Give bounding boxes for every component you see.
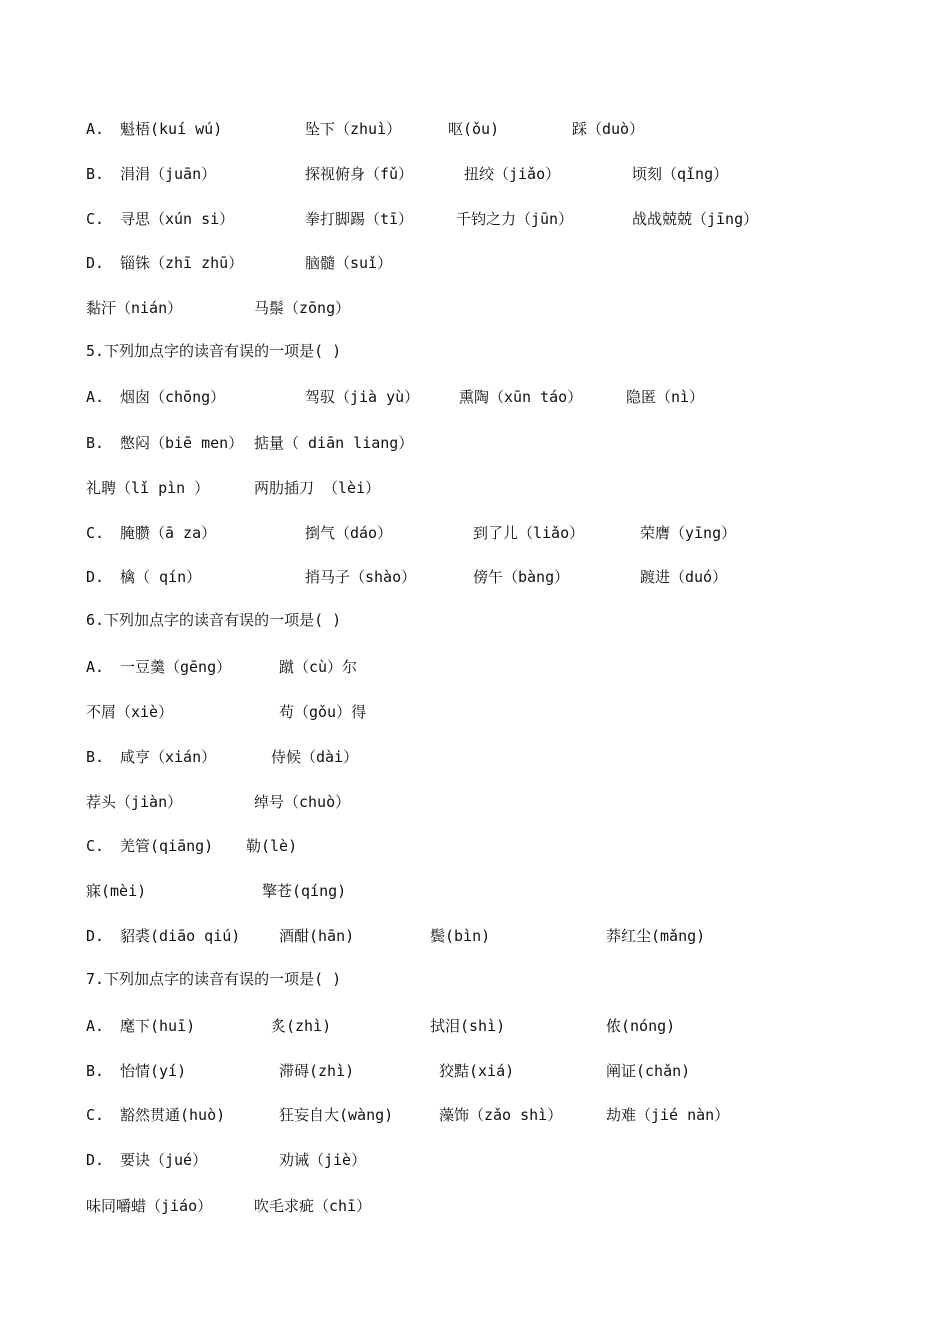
option-label: B. bbox=[86, 1062, 105, 1080]
option-label: C. bbox=[86, 837, 105, 855]
option-label: D. bbox=[86, 568, 105, 586]
option-item: 麾下(huī) bbox=[120, 1017, 196, 1035]
option-item: 捎马子（shào） bbox=[305, 568, 417, 586]
option-item: 咸亨（xián） bbox=[120, 748, 217, 766]
option-line bbox=[0, 1011, 950, 1041]
option-line bbox=[0, 1100, 950, 1130]
option-item: 涓涓（juān） bbox=[120, 165, 217, 183]
option-item: 狡黠(xiá) bbox=[439, 1062, 515, 1080]
option-item: 黏汗（nián） bbox=[86, 299, 183, 317]
option-item: 滞碍(zhì) bbox=[279, 1062, 355, 1080]
question-text: 5.下列加点字的读音有误的一项是( ) bbox=[86, 342, 342, 360]
option-line bbox=[0, 248, 950, 278]
question-6-title bbox=[0, 605, 950, 635]
option-item: 侍候（dài） bbox=[271, 748, 359, 766]
option-item: 寐(mèi) bbox=[86, 882, 147, 900]
option-item: 呕(ǒu) bbox=[448, 120, 500, 138]
option-item: 礼聘（lǐ pìn ） bbox=[86, 479, 210, 497]
option-item: 劫难（jié nàn） bbox=[606, 1106, 730, 1124]
option-item: 檎（ qín） bbox=[120, 568, 202, 586]
option-item: 鬓(bìn) bbox=[430, 927, 491, 945]
option-label: B. bbox=[86, 748, 105, 766]
option-label: D. bbox=[86, 927, 105, 945]
option-line bbox=[0, 562, 950, 592]
option-label: D. bbox=[86, 254, 105, 272]
option-item: 拳打脚踢（tī） bbox=[305, 210, 414, 228]
option-label: A. bbox=[86, 658, 105, 676]
option-label: B. bbox=[86, 434, 105, 452]
option-item: 到了儿（liǎo） bbox=[473, 524, 585, 542]
option-item: 羌管(qiāng) bbox=[120, 837, 214, 855]
option-line bbox=[0, 1056, 950, 1086]
option-item: 驾驭（jià yù） bbox=[305, 388, 420, 406]
option-item: 千钧之力（jūn） bbox=[456, 210, 574, 228]
question-text: 6.下列加点字的读音有误的一项是( ) bbox=[86, 611, 342, 629]
option-item: 憋闷（biē men） bbox=[120, 434, 244, 452]
option-label: A. bbox=[86, 120, 105, 138]
option-line bbox=[0, 652, 950, 682]
option-line bbox=[0, 518, 950, 548]
option-label: D. bbox=[86, 1151, 105, 1169]
option-item: 味同嚼蜡（jiáo） bbox=[86, 1197, 213, 1215]
option-item: 隐匿（nì） bbox=[626, 388, 705, 406]
option-item: 坠下（zhuì） bbox=[305, 120, 402, 138]
option-line bbox=[0, 114, 950, 144]
option-item: 掂量（ diān liang） bbox=[254, 434, 414, 452]
option-item: 侬(nóng) bbox=[606, 1017, 676, 1035]
option-item: 扭绞（jiǎo） bbox=[464, 165, 561, 183]
option-line bbox=[0, 697, 950, 727]
option-item: 劝诫（jiè） bbox=[279, 1151, 367, 1169]
option-item: 踱进（duó） bbox=[640, 568, 728, 586]
option-line bbox=[0, 831, 950, 861]
option-line bbox=[0, 428, 950, 458]
option-item: 炙(zhì) bbox=[271, 1017, 332, 1035]
option-item: 苟（gǒu）得 bbox=[279, 703, 367, 721]
question-5-title bbox=[0, 336, 950, 366]
option-item: 战战兢兢（jīng） bbox=[632, 210, 759, 228]
option-label: C. bbox=[86, 1106, 105, 1124]
option-item: 寻思（xún si） bbox=[120, 210, 235, 228]
option-line bbox=[0, 382, 950, 412]
option-item: 一豆羹（gēng） bbox=[120, 658, 232, 676]
option-item: 荣膺（yīng） bbox=[640, 524, 737, 542]
option-line bbox=[0, 1191, 950, 1221]
option-item: 要诀（jué） bbox=[120, 1151, 208, 1169]
option-item: 莽红尘(mǎng) bbox=[606, 927, 706, 945]
option-item: 马鬃（zōng） bbox=[254, 299, 351, 317]
option-line bbox=[0, 921, 950, 951]
option-item: 两肋插刀 （lèi） bbox=[254, 479, 381, 497]
option-line bbox=[0, 1145, 950, 1175]
option-item: 勒(lè) bbox=[246, 837, 298, 855]
option-label: C. bbox=[86, 524, 105, 542]
option-label: B. bbox=[86, 165, 105, 183]
question-7-title bbox=[0, 964, 950, 994]
option-item: 不屑（xiè） bbox=[86, 703, 174, 721]
option-item: 豁然贯通(huò) bbox=[120, 1106, 226, 1124]
option-item: 貂裘(diāo qiú) bbox=[120, 927, 241, 945]
option-line bbox=[0, 787, 950, 817]
option-item: 锱铢（zhī zhū） bbox=[120, 254, 244, 272]
option-line bbox=[0, 159, 950, 189]
option-line bbox=[0, 473, 950, 503]
option-item: 狂妄自大(wàng) bbox=[279, 1106, 394, 1124]
option-item: 魁梧(kuí wú) bbox=[120, 120, 223, 138]
option-item: 踩（duò） bbox=[572, 120, 645, 138]
option-line bbox=[0, 742, 950, 772]
option-item: 熏陶（xūn táo） bbox=[459, 388, 583, 406]
option-item: 顷刻（qǐng） bbox=[632, 165, 729, 183]
option-item: 脑髓（suǐ） bbox=[305, 254, 393, 272]
option-label: C. bbox=[86, 210, 105, 228]
option-item: 绰号（chuò） bbox=[254, 793, 351, 811]
option-item: 藻饰（zǎo shì） bbox=[439, 1106, 563, 1124]
option-line bbox=[0, 293, 950, 323]
option-line bbox=[0, 204, 950, 234]
option-line bbox=[0, 876, 950, 906]
option-item: 怡情(yí) bbox=[120, 1062, 187, 1080]
option-item: 烟囱（chōng） bbox=[120, 388, 226, 406]
option-item: 酒酣(hān) bbox=[279, 927, 355, 945]
option-item: 腌臜（ā za） bbox=[120, 524, 217, 542]
option-label: A. bbox=[86, 388, 105, 406]
option-item: 拭泪(shì) bbox=[430, 1017, 506, 1035]
option-item: 探视俯身（fǔ） bbox=[305, 165, 414, 183]
option-item: 傍午（bàng） bbox=[473, 568, 570, 586]
option-item: 阐证(chǎn) bbox=[606, 1062, 691, 1080]
option-item: 擎苍(qíng) bbox=[262, 882, 347, 900]
option-item: 捯气（dáo） bbox=[305, 524, 393, 542]
option-item: 吹毛求疵（chī） bbox=[254, 1197, 372, 1215]
option-item: 蹴（cù）尔 bbox=[279, 658, 358, 676]
option-label: A. bbox=[86, 1017, 105, 1035]
option-item: 荐头（jiàn） bbox=[86, 793, 183, 811]
question-text: 7.下列加点字的读音有误的一项是( ) bbox=[86, 970, 342, 988]
